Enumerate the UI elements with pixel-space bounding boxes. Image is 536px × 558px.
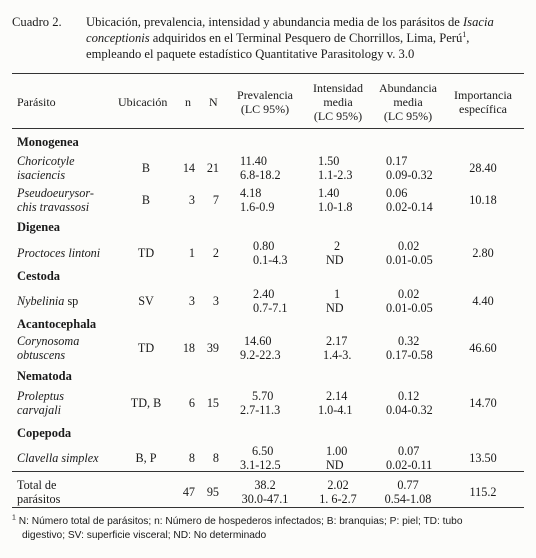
total-prevalencia: 38.2 [254,478,276,492]
table-footnote [12,515,524,542]
cell-abundancia: 0.06 [386,186,408,200]
cell-prevalencia: 6.50 [252,444,274,458]
cell-abundancia: 0.12 [398,389,420,403]
species-name: Proctoces lintoni [17,246,101,260]
footnote-mark: 1 [12,514,16,522]
header-intensidad-1: Intensidad [313,81,363,95]
cell-importancia: 46.60 [469,341,497,355]
cell-prevalencia: 14.60 [244,334,272,348]
cell-importancia: 4.40 [472,294,494,308]
cell-intensidad-ci: 1.0-1.8 [318,200,353,214]
cell-n: 8 [188,451,195,465]
total-intensidad-ci: 1. 6-2.7 [319,492,357,506]
cell-intensidad: 1.50 [318,154,340,168]
header-importancia-1: Importancia [454,88,512,102]
cell-abundancia-ci: 0.09-0.32 [386,168,433,182]
cell-intensidad: 2.14 [326,389,348,403]
cell-N: 21 [206,161,219,175]
cell-N: 15 [206,396,219,410]
cell-N: 3 [212,294,219,308]
cell-intensidad-ci: ND [326,301,344,315]
cell-intensidad-ci: ND [326,253,344,267]
table-top-rule [12,73,524,74]
header-intensidad-3: (LC 95%) [313,109,363,123]
caption-text-start: Ubicación, prevalencia, intensidad y abundancia media de los parásitos de [86,15,463,29]
cell-abundancia-ci: 0.02-0.14 [386,200,433,214]
cell-abundancia: 0.02 [398,239,420,253]
caption-footnote-mark: 1 [462,29,467,39]
caption-text [86,14,526,62]
cell-intensidad-ci: 1.0-4.1 [318,403,353,417]
species-name: Proleptus [17,389,64,403]
species-name-cont: carvajali [17,403,62,417]
host-species: conceptionis [86,31,150,45]
cell-intensidad: 2.17 [326,334,348,348]
cell-intensidad-ci: 1.4-3. [323,348,352,362]
header-parasito: Parásito [17,95,56,109]
total-N: 95 [206,485,219,499]
species-name: Corynosoma [17,334,80,348]
cell-abundancia-ci: 0.01-0.05 [386,301,433,315]
cell-abundancia: 0.02 [398,287,420,301]
cell-ubicacion: B, P [135,451,157,465]
total-importancia: 115.2 [469,485,497,499]
cell-N: 7 [212,193,219,207]
cell-importancia: 14.70 [469,396,497,410]
cell-prevalencia-ci: 2.7-11.3 [240,403,281,417]
cell-n: 18 [182,341,195,355]
header-ubicacion: Ubicación [118,95,168,109]
total-intensidad: 2.02 [327,478,349,492]
cell-prevalencia-ci: 9.2-22.3 [240,348,281,362]
cell-N: 39 [206,341,219,355]
group-digenea: Digenea [17,220,61,234]
species-name-cont: obtuscens [17,348,66,362]
header-abundancia-2: media [393,95,423,109]
species-name-cont: chis travassosi [17,200,90,214]
cell-n: 1 [188,246,195,260]
cell-importancia: 13.50 [469,451,497,465]
cell-importancia: 2.80 [472,246,494,260]
cell-n: 14 [182,161,195,175]
cell-abundancia-ci: 0.01-0.05 [386,253,433,267]
cell-ubicacion: TD, B [130,396,162,410]
total-label-cont: parásitos [17,492,61,506]
cell-ubicacion: B [141,161,151,175]
cell-abundancia: 0.17 [386,154,408,168]
total-abundancia-ci: 0.54-1.08 [384,492,432,506]
header-n-big: N [209,95,218,109]
cell-ubicacion: SV [138,294,154,308]
cell-prevalencia-ci: 0.1-4.3 [253,253,288,267]
cell-prevalencia: 4.18 [240,186,262,200]
cell-ubicacion: TD [137,341,155,355]
cell-importancia: 10.18 [469,193,497,207]
caption-text-middle: adquiridos en el Terminal Pesquero de Chorrillos, Lima, Perú [149,31,463,45]
cell-intensidad: 1.40 [318,186,340,200]
cell-n: 3 [188,193,195,207]
header-bottom-rule [12,128,524,129]
species-name: Clavella simplex [17,451,99,465]
total-label: Total de [17,478,57,492]
cell-abundancia: 0.07 [398,444,420,458]
cell-abundancia-ci: 0.02-0.11 [386,458,433,472]
total-n: 47 [182,485,195,499]
group-cestoda: Cestoda [17,269,61,283]
cell-prevalencia-ci: 6.8-18.2 [240,168,281,182]
footnote-line-1 [12,515,524,529]
group-copepoda: Copepoda [17,426,72,440]
cell-prevalencia-ci: 3.1-12.5 [240,458,281,472]
group-nematoda: Nematoda [17,369,72,383]
cell-intensidad: 1.00 [326,444,348,458]
group-monogenea: Monogenea [17,135,79,149]
cell-prevalencia: 11.40 [240,154,267,168]
cell-n: 6 [188,396,195,410]
cell-ubicacion: B [141,193,151,207]
caption-label: Cuadro 2. [12,15,62,29]
cell-intensidad: 1 [334,287,341,301]
cell-prevalencia: 5.70 [252,389,274,403]
species-name-cont: isaciencis [17,168,66,182]
species-suffix: sp [64,294,79,308]
header-n-small: n [185,95,191,109]
cell-N: 8 [212,451,219,465]
caption-text-end: , empleando el paquete estadístico Quantitative Parasitology v. 3.0 [86,31,470,61]
cell-prevalencia: 0.80 [253,239,275,253]
cell-abundancia-ci: 0.17-0.58 [386,348,433,362]
cell-prevalencia-ci: 0.7-7.1 [253,301,288,315]
table-bottom-rule [12,507,524,508]
cell-N: 2 [212,246,219,260]
header-abundancia-3: (LC 95%) [383,109,433,123]
cell-ubicacion: TD [137,246,155,260]
cell-abundancia: 0.32 [398,334,420,348]
cell-importancia: 28.40 [469,161,497,175]
cell-intensidad-ci: ND [326,458,344,472]
footnote-text-1: N: Número total de parásitos; n: Número de hospederos infectados; B: branquias; P: piel; TD: tubo [15,516,463,527]
header-abundancia-1: Abundancia [379,81,437,95]
header-intensidad-2: media [323,95,353,109]
total-prevalencia-ci: 30.0-47.1 [241,492,289,506]
cell-prevalencia-ci: 1.6-0.9 [240,200,275,214]
group-acantocephala: Acantocephala [17,317,97,331]
species-genus: Nybelinia [17,294,65,308]
species-name [17,295,78,308]
cell-n: 3 [188,294,195,308]
cell-intensidad: 2 [334,239,341,253]
cell-prevalencia: 2.40 [253,287,275,301]
footnote-line-2: digestivo; SV: superficie visceral; ND: No determinado [22,529,267,541]
header-prevalencia-1: Prevalencia [237,88,293,102]
header-prevalencia-2: (LC 95%) [240,102,290,116]
species-name: Choricotyle [17,154,75,168]
cell-abundancia-ci: 0.04-0.32 [386,403,433,417]
header-importancia-2: específica [459,102,507,116]
species-name: Pseudoeurysor- [17,186,94,200]
total-abundancia: 0.77 [397,478,419,492]
host-genus: Isacia [462,15,494,29]
cell-intensidad-ci: 1.1-2.3 [318,168,353,182]
